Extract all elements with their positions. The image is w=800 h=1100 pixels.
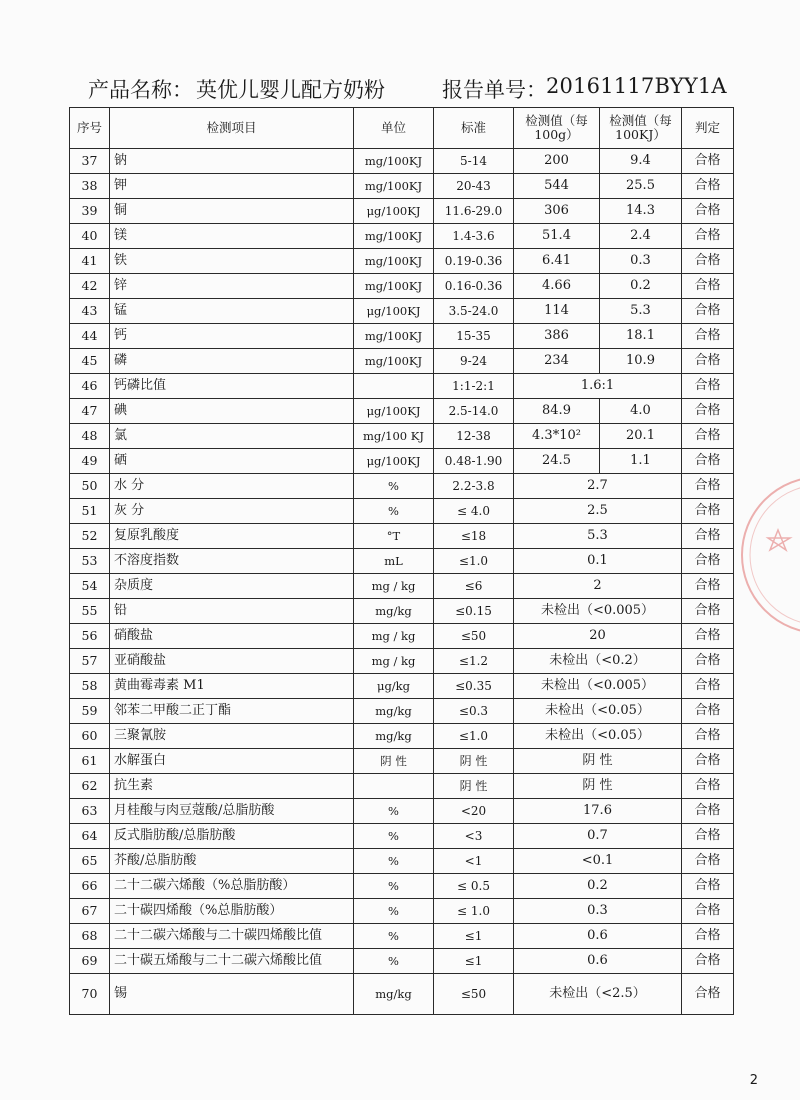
standard-cell: 12-38 bbox=[434, 424, 514, 449]
row-number: 66 bbox=[70, 874, 110, 899]
table-row bbox=[70, 624, 734, 649]
unit-cell: mg/100KJ bbox=[354, 224, 434, 249]
measured-value-cell: 未检出（<0.05） bbox=[514, 699, 682, 724]
table-row bbox=[70, 324, 734, 349]
value-per-100kj-cell: 0.2 bbox=[600, 274, 682, 299]
test-item: 水解蛋白 bbox=[110, 749, 354, 774]
result-cell: 合格 bbox=[682, 799, 734, 824]
value-per-100kj-cell: 5.3 bbox=[600, 299, 682, 324]
standard-cell: 2.2-3.8 bbox=[434, 474, 514, 499]
table-row bbox=[70, 799, 734, 824]
result-cell: 合格 bbox=[682, 824, 734, 849]
value-per-100kj-cell: 2.4 bbox=[600, 224, 682, 249]
test-item: 锌 bbox=[110, 274, 354, 299]
test-item: 二十碳五烯酸与二十二碳六烯酸比值 bbox=[110, 949, 354, 974]
unit-cell: % bbox=[354, 874, 434, 899]
unit-cell: % bbox=[354, 474, 434, 499]
unit-cell: mg / kg bbox=[354, 624, 434, 649]
result-cell: 合格 bbox=[682, 474, 734, 499]
standard-cell: ≤0.3 bbox=[434, 699, 514, 724]
unit-cell: mg/kg bbox=[354, 974, 434, 1015]
red-seal-stamp bbox=[740, 455, 800, 655]
row-number: 69 bbox=[70, 949, 110, 974]
measured-value-cell: 未检出（<0.005） bbox=[514, 599, 682, 624]
unit-cell: % bbox=[354, 824, 434, 849]
value-per-100g-cell: 24.5 bbox=[514, 449, 600, 474]
row-number: 39 bbox=[70, 199, 110, 224]
unit-cell: % bbox=[354, 499, 434, 524]
test-item: 磷 bbox=[110, 349, 354, 374]
table-row bbox=[70, 224, 734, 249]
result-cell: 合格 bbox=[682, 874, 734, 899]
standard-cell: 3.5-24.0 bbox=[434, 299, 514, 324]
standard-cell: ≤ 0.5 bbox=[434, 874, 514, 899]
table-row bbox=[70, 924, 734, 949]
test-item: 铅 bbox=[110, 599, 354, 624]
result-cell: 合格 bbox=[682, 249, 734, 274]
value-per-100kj-cell: 9.4 bbox=[600, 149, 682, 174]
result-cell: 合格 bbox=[682, 974, 734, 1015]
table-row bbox=[70, 699, 734, 724]
result-cell: 合格 bbox=[682, 274, 734, 299]
value-per-100kj-cell: 4.0 bbox=[600, 399, 682, 424]
result-cell: 合格 bbox=[682, 449, 734, 474]
test-item: 芥酸/总脂肪酸 bbox=[110, 849, 354, 874]
result-cell: 合格 bbox=[682, 174, 734, 199]
unit-cell: mg/kg bbox=[354, 699, 434, 724]
table-row bbox=[70, 524, 734, 549]
standard-cell: 9-24 bbox=[434, 349, 514, 374]
value-per-100g-cell: 386 bbox=[514, 324, 600, 349]
product-name: 英优儿婴儿配方奶粉 bbox=[196, 78, 385, 102]
table-row bbox=[70, 749, 734, 774]
table-row bbox=[70, 599, 734, 624]
test-item: 氯 bbox=[110, 424, 354, 449]
unit-cell: mg/100KJ bbox=[354, 349, 434, 374]
test-item: 月桂酸与肉豆蔻酸/总脂肪酸 bbox=[110, 799, 354, 824]
report-header bbox=[88, 74, 768, 106]
measured-value-cell: 0.7 bbox=[514, 824, 682, 849]
col-header-item: 检测项目 bbox=[110, 108, 354, 149]
standard-cell: 0.16-0.36 bbox=[434, 274, 514, 299]
col-header-value-per-100g: 检测值（每100g） bbox=[514, 108, 600, 149]
value-per-100kj-cell: 25.5 bbox=[600, 174, 682, 199]
result-cell: 合格 bbox=[682, 949, 734, 974]
row-number: 64 bbox=[70, 824, 110, 849]
table-header-row bbox=[70, 108, 734, 149]
test-item: 铜 bbox=[110, 199, 354, 224]
measured-value-cell: 0.6 bbox=[514, 949, 682, 974]
result-cell: 合格 bbox=[682, 849, 734, 874]
standard-cell: 1:1-2:1 bbox=[434, 374, 514, 399]
row-number: 41 bbox=[70, 249, 110, 274]
row-number: 59 bbox=[70, 699, 110, 724]
unit-cell: mg/100KJ bbox=[354, 249, 434, 274]
row-number: 51 bbox=[70, 499, 110, 524]
standard-cell: 0.48-1.90 bbox=[434, 449, 514, 474]
standard-cell: 0.19-0.36 bbox=[434, 249, 514, 274]
row-number: 65 bbox=[70, 849, 110, 874]
table-row bbox=[70, 674, 734, 699]
test-item: 硝酸盐 bbox=[110, 624, 354, 649]
table-row bbox=[70, 974, 734, 1015]
measured-value-cell: 阴 性 bbox=[514, 774, 682, 799]
unit-cell: % bbox=[354, 899, 434, 924]
unit-cell: mg/kg bbox=[354, 724, 434, 749]
test-item: 锰 bbox=[110, 299, 354, 324]
table-row bbox=[70, 649, 734, 674]
row-number: 49 bbox=[70, 449, 110, 474]
unit-cell: μg/100KJ bbox=[354, 199, 434, 224]
unit-cell: mg / kg bbox=[354, 574, 434, 599]
test-item: 三聚氰胺 bbox=[110, 724, 354, 749]
row-number: 61 bbox=[70, 749, 110, 774]
unit-cell: °T bbox=[354, 524, 434, 549]
measured-value-cell: 阴 性 bbox=[514, 749, 682, 774]
value-per-100kj-cell: 18.1 bbox=[600, 324, 682, 349]
standard-cell: <3 bbox=[434, 824, 514, 849]
row-number: 46 bbox=[70, 374, 110, 399]
measured-value-cell: 17.6 bbox=[514, 799, 682, 824]
value-per-100g-cell: 84.9 bbox=[514, 399, 600, 424]
value-per-100kj-cell: 14.3 bbox=[600, 199, 682, 224]
page-number: 2 bbox=[749, 1073, 758, 1088]
measured-value-cell: 未检出（<0.005） bbox=[514, 674, 682, 699]
table-row bbox=[70, 724, 734, 749]
result-cell: 合格 bbox=[682, 149, 734, 174]
standard-cell: ≤0.35 bbox=[434, 674, 514, 699]
table-row bbox=[70, 349, 734, 374]
col-header-standard: 标准 bbox=[434, 108, 514, 149]
unit-cell: mg/kg bbox=[354, 599, 434, 624]
standard-cell: ≤50 bbox=[434, 624, 514, 649]
col-header-unit: 单位 bbox=[354, 108, 434, 149]
row-number: 47 bbox=[70, 399, 110, 424]
test-results-table bbox=[69, 107, 734, 1015]
measured-value-cell: 0.2 bbox=[514, 874, 682, 899]
row-number: 57 bbox=[70, 649, 110, 674]
unit-cell bbox=[354, 374, 434, 399]
standard-cell: ≤6 bbox=[434, 574, 514, 599]
table-row bbox=[70, 449, 734, 474]
value-per-100kj-cell: 1.1 bbox=[600, 449, 682, 474]
test-item: 抗生素 bbox=[110, 774, 354, 799]
row-number: 67 bbox=[70, 899, 110, 924]
result-cell: 合格 bbox=[682, 549, 734, 574]
test-item: 钾 bbox=[110, 174, 354, 199]
result-cell: 合格 bbox=[682, 899, 734, 924]
test-item: 亚硝酸盐 bbox=[110, 649, 354, 674]
standard-cell: ≤1.0 bbox=[434, 549, 514, 574]
standard-cell: 1.4-3.6 bbox=[434, 224, 514, 249]
measured-value-cell: 未检出（<0.05） bbox=[514, 724, 682, 749]
result-cell: 合格 bbox=[682, 524, 734, 549]
measured-value-cell: 2.5 bbox=[514, 499, 682, 524]
row-number: 58 bbox=[70, 674, 110, 699]
measured-value-cell: 未检出（<0.2） bbox=[514, 649, 682, 674]
row-number: 68 bbox=[70, 924, 110, 949]
standard-cell: ≤1.0 bbox=[434, 724, 514, 749]
standard-cell: ≤18 bbox=[434, 524, 514, 549]
measured-value-cell: 0.1 bbox=[514, 549, 682, 574]
unit-cell: μg/100KJ bbox=[354, 299, 434, 324]
test-item: 硒 bbox=[110, 449, 354, 474]
standard-cell: <20 bbox=[434, 799, 514, 824]
row-number: 40 bbox=[70, 224, 110, 249]
row-number: 45 bbox=[70, 349, 110, 374]
table-row bbox=[70, 374, 734, 399]
unit-cell: mg/100KJ bbox=[354, 149, 434, 174]
test-item: 水 分 bbox=[110, 474, 354, 499]
result-cell: 合格 bbox=[682, 624, 734, 649]
table-row bbox=[70, 824, 734, 849]
result-cell: 合格 bbox=[682, 924, 734, 949]
measured-value-cell: 2 bbox=[514, 574, 682, 599]
measured-value-cell: 0.6 bbox=[514, 924, 682, 949]
value-per-100g-cell: 234 bbox=[514, 349, 600, 374]
value-per-100g-cell: 4.66 bbox=[514, 274, 600, 299]
result-cell: 合格 bbox=[682, 499, 734, 524]
result-cell: 合格 bbox=[682, 349, 734, 374]
unit-cell: mg/100 KJ bbox=[354, 424, 434, 449]
result-cell: 合格 bbox=[682, 299, 734, 324]
row-number: 62 bbox=[70, 774, 110, 799]
value-per-100g-cell: 114 bbox=[514, 299, 600, 324]
result-cell: 合格 bbox=[682, 649, 734, 674]
result-cell: 合格 bbox=[682, 674, 734, 699]
test-item: 不溶度指数 bbox=[110, 549, 354, 574]
test-item: 铁 bbox=[110, 249, 354, 274]
unit-cell: μg/100KJ bbox=[354, 449, 434, 474]
unit-cell: mL bbox=[354, 549, 434, 574]
unit-cell: μg/100KJ bbox=[354, 399, 434, 424]
table-row bbox=[70, 149, 734, 174]
test-item: 二十碳四烯酸（%总脂肪酸） bbox=[110, 899, 354, 924]
table-row bbox=[70, 274, 734, 299]
test-item: 灰 分 bbox=[110, 499, 354, 524]
table-row bbox=[70, 949, 734, 974]
table-row bbox=[70, 499, 734, 524]
result-cell: 合格 bbox=[682, 399, 734, 424]
test-item: 钙磷比值 bbox=[110, 374, 354, 399]
row-number: 42 bbox=[70, 274, 110, 299]
unit-cell: μg/kg bbox=[354, 674, 434, 699]
measured-value-cell: 0.3 bbox=[514, 899, 682, 924]
standard-cell: ≤50 bbox=[434, 974, 514, 1015]
result-cell: 合格 bbox=[682, 374, 734, 399]
test-item: 二十二碳六烯酸与二十碳四烯酸比值 bbox=[110, 924, 354, 949]
table-row bbox=[70, 574, 734, 599]
measured-value-cell: 未检出（<2.5） bbox=[514, 974, 682, 1015]
unit-cell: % bbox=[354, 849, 434, 874]
value-per-100kj-cell: 10.9 bbox=[600, 349, 682, 374]
value-per-100g-cell: 200 bbox=[514, 149, 600, 174]
value-per-100g-cell: 51.4 bbox=[514, 224, 600, 249]
test-item: 黄曲霉毒素 M1 bbox=[110, 674, 354, 699]
row-number: 37 bbox=[70, 149, 110, 174]
row-number: 54 bbox=[70, 574, 110, 599]
table-row bbox=[70, 174, 734, 199]
report-number: 20161117BYY1A bbox=[546, 74, 727, 98]
table-row bbox=[70, 774, 734, 799]
col-header-no: 序号 bbox=[70, 108, 110, 149]
table-row bbox=[70, 399, 734, 424]
standard-cell: ≤0.15 bbox=[434, 599, 514, 624]
test-item: 杂质度 bbox=[110, 574, 354, 599]
table-row bbox=[70, 899, 734, 924]
table-row bbox=[70, 549, 734, 574]
test-item: 反式脂肪酸/总脂肪酸 bbox=[110, 824, 354, 849]
result-cell: 合格 bbox=[682, 574, 734, 599]
value-per-100g-cell: 4.3*10² bbox=[514, 424, 600, 449]
result-cell: 合格 bbox=[682, 774, 734, 799]
test-item: 碘 bbox=[110, 399, 354, 424]
standard-cell: 阴 性 bbox=[434, 749, 514, 774]
result-cell: 合格 bbox=[682, 199, 734, 224]
standard-cell: ≤1.2 bbox=[434, 649, 514, 674]
result-cell: 合格 bbox=[682, 699, 734, 724]
standard-cell: ≤1 bbox=[434, 924, 514, 949]
standard-cell: 11.6-29.0 bbox=[434, 199, 514, 224]
table-row bbox=[70, 424, 734, 449]
product-name-label: 产品名称： bbox=[88, 78, 193, 102]
standard-cell: ≤1 bbox=[434, 949, 514, 974]
unit-cell: mg/100KJ bbox=[354, 274, 434, 299]
report-number-label: 报告单号： bbox=[442, 78, 547, 102]
unit-cell: mg / kg bbox=[354, 649, 434, 674]
table-row bbox=[70, 199, 734, 224]
unit-cell: % bbox=[354, 949, 434, 974]
test-item: 镁 bbox=[110, 224, 354, 249]
col-header-value-per-100kj: 检测值（每100KJ） bbox=[600, 108, 682, 149]
value-per-100g-cell: 6.41 bbox=[514, 249, 600, 274]
unit-cell: % bbox=[354, 924, 434, 949]
row-number: 50 bbox=[70, 474, 110, 499]
row-number: 55 bbox=[70, 599, 110, 624]
test-item: 二十二碳六烯酸（%总脂肪酸） bbox=[110, 874, 354, 899]
table-row bbox=[70, 299, 734, 324]
row-number: 48 bbox=[70, 424, 110, 449]
value-per-100g-cell: 544 bbox=[514, 174, 600, 199]
result-cell: 合格 bbox=[682, 599, 734, 624]
test-item: 复原乳酸度 bbox=[110, 524, 354, 549]
value-per-100g-cell: 306 bbox=[514, 199, 600, 224]
unit-cell: mg/100KJ bbox=[354, 324, 434, 349]
test-item: 锡 bbox=[110, 974, 354, 1015]
measured-value-cell: 1.6:1 bbox=[514, 374, 682, 399]
table-row bbox=[70, 874, 734, 899]
unit-cell: % bbox=[354, 799, 434, 824]
result-cell: 合格 bbox=[682, 749, 734, 774]
standard-cell: ≤ 4.0 bbox=[434, 499, 514, 524]
row-number: 43 bbox=[70, 299, 110, 324]
measured-value-cell: 2.7 bbox=[514, 474, 682, 499]
row-number: 56 bbox=[70, 624, 110, 649]
standard-cell: <1 bbox=[434, 849, 514, 874]
result-cell: 合格 bbox=[682, 324, 734, 349]
standard-cell: 阴 性 bbox=[434, 774, 514, 799]
standard-cell: ≤ 1.0 bbox=[434, 899, 514, 924]
row-number: 44 bbox=[70, 324, 110, 349]
test-item: 钠 bbox=[110, 149, 354, 174]
measured-value-cell: <0.1 bbox=[514, 849, 682, 874]
row-number: 63 bbox=[70, 799, 110, 824]
standard-cell: 15-35 bbox=[434, 324, 514, 349]
row-number: 52 bbox=[70, 524, 110, 549]
unit-cell bbox=[354, 774, 434, 799]
value-per-100kj-cell: 0.3 bbox=[600, 249, 682, 274]
measured-value-cell: 5.3 bbox=[514, 524, 682, 549]
table-row bbox=[70, 474, 734, 499]
unit-cell: mg/100KJ bbox=[354, 174, 434, 199]
table-row bbox=[70, 249, 734, 274]
test-item: 钙 bbox=[110, 324, 354, 349]
standard-cell: 5-14 bbox=[434, 149, 514, 174]
row-number: 60 bbox=[70, 724, 110, 749]
standard-cell: 2.5-14.0 bbox=[434, 399, 514, 424]
value-per-100kj-cell: 20.1 bbox=[600, 424, 682, 449]
result-cell: 合格 bbox=[682, 724, 734, 749]
measured-value-cell: 20 bbox=[514, 624, 682, 649]
col-header-result: 判定 bbox=[682, 108, 734, 149]
result-cell: 合格 bbox=[682, 424, 734, 449]
row-number: 38 bbox=[70, 174, 110, 199]
unit-cell: 阴 性 bbox=[354, 749, 434, 774]
standard-cell: 20-43 bbox=[434, 174, 514, 199]
row-number: 53 bbox=[70, 549, 110, 574]
test-item: 邻苯二甲酸二正丁酯 bbox=[110, 699, 354, 724]
row-number: 70 bbox=[70, 974, 110, 1015]
result-cell: 合格 bbox=[682, 224, 734, 249]
table-row bbox=[70, 849, 734, 874]
